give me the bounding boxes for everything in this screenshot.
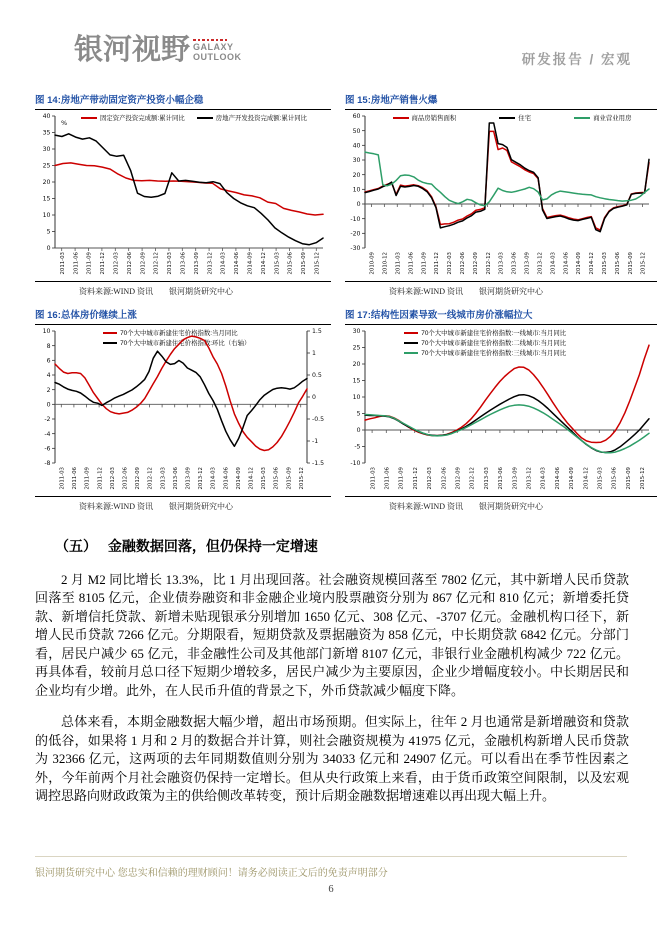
legend-label: 70个大中城市新建住宅价格指数:三线城市:当月同比 — [421, 350, 567, 357]
svg-text:2013-06: 2013-06 — [498, 467, 505, 490]
chart-fixed-asset-investment — [35, 92, 331, 297]
svg-text:2015-09: 2015-09 — [627, 252, 634, 275]
svg-text:2011-09: 2011-09 — [398, 467, 405, 490]
svg-text:2013-12: 2013-12 — [207, 252, 214, 275]
svg-text:2012-09: 2012-09 — [472, 252, 479, 275]
series-line — [55, 134, 323, 245]
svg-text:2012-12: 2012-12 — [485, 252, 492, 275]
logo-accent-dots-icon — [193, 39, 242, 42]
chart-svg — [35, 112, 331, 280]
svg-text:2012-03: 2012-03 — [447, 252, 454, 275]
svg-text:2014-09: 2014-09 — [235, 467, 242, 490]
svg-text:2014-12: 2014-12 — [248, 467, 255, 490]
svg-text:2011-03: 2011-03 — [59, 467, 66, 490]
svg-text:35: 35 — [42, 129, 51, 137]
chart-caption: 图 16:总体房价继续上涨 — [35, 307, 331, 325]
svg-text:2014-09: 2014-09 — [576, 252, 583, 275]
svg-text:10: 10 — [352, 394, 361, 402]
series-line — [365, 405, 649, 453]
svg-text:2013-09: 2013-09 — [185, 467, 192, 490]
series-line — [365, 152, 649, 206]
svg-text:0: 0 — [46, 401, 51, 409]
svg-text:30: 30 — [352, 328, 361, 336]
svg-text:2013-03: 2013-03 — [167, 252, 174, 275]
chart-svg — [345, 327, 657, 495]
svg-text:2015-12: 2015-12 — [640, 252, 647, 275]
svg-text:2015-06: 2015-06 — [614, 252, 621, 275]
svg-text:2013-06: 2013-06 — [172, 467, 179, 490]
svg-text:-10: -10 — [350, 460, 361, 468]
page-number: 6 — [328, 884, 334, 895]
logo-en-block — [193, 39, 242, 62]
svg-text:0: 0 — [356, 427, 361, 435]
svg-text:30: 30 — [42, 146, 51, 154]
svg-text:2011-03: 2011-03 — [370, 467, 377, 490]
svg-text:-30: -30 — [350, 245, 361, 253]
section-heading: （五） 金融数据回落，但仍保持一定增速 — [55, 538, 318, 554]
svg-text:-4: -4 — [44, 430, 51, 438]
svg-text:2011-12: 2011-12 — [434, 252, 441, 275]
svg-text:2012-06: 2012-06 — [122, 467, 129, 490]
svg-text:20: 20 — [42, 179, 51, 187]
legend-label: 房地产开发投资完成额:累计同比 — [215, 115, 308, 122]
svg-text:2014-12: 2014-12 — [589, 252, 596, 275]
svg-text:2011-09: 2011-09 — [84, 467, 91, 490]
svg-text:2013-03: 2013-03 — [160, 467, 167, 490]
logo-en-line2: OUTLOOK — [193, 51, 242, 62]
logo-en-line1: GALAXY — [193, 42, 234, 53]
svg-text:2014-06: 2014-06 — [563, 252, 570, 275]
svg-text:2013-12: 2013-12 — [198, 467, 205, 490]
svg-text:2012-09: 2012-09 — [140, 252, 147, 275]
body-paragraph-1: 2 月 M2 同比增长 13.3%，比 1 月出现回落。社会融资规模回落至 7802 亿元，其中新增人民币贷款回落至 8105 亿元，企业债券融资和非金融企业境内股票融资分别为 867 亿元和 810 亿元；新增委托贷款、新增信托贷款、新增未贴现银承分别增加 1650 亿元、308 亿元、-3707 亿元。金融机构口径下，新增人民币贷款 7266 亿元。分期限看，短期贷款及票据融资为 858 亿元，中长期贷款 6842 亿元。分部门看，居民户减少 65 亿元，非金融性公司及其他部门新增 8107 亿元，非银行业金融机构减少 722 亿元。再具体看，较前月总口径下短期少增较多，居民户减少为主要原因，企业少增幅度较小。中长期居民和企业均有少增。此外，在人民币升值的背景之下，外币贷款减少幅度下降。 — [35, 572, 629, 698]
svg-text:2014-03: 2014-03 — [540, 467, 547, 490]
svg-text:2012-12: 2012-12 — [147, 467, 154, 490]
svg-text:2012-09: 2012-09 — [135, 467, 142, 490]
chart-canvas — [345, 327, 657, 495]
chart-source-note: 资料来源:WIND 资讯 银河期货研究中心 — [35, 496, 331, 512]
svg-text:2013-09: 2013-09 — [193, 252, 200, 275]
legend-label: 固定资产投资完成额:累计同比 — [99, 115, 185, 122]
svg-text:50: 50 — [352, 127, 361, 135]
legend-label: 商业营业用房 — [593, 115, 632, 122]
svg-text:%: % — [61, 119, 68, 127]
series-line — [55, 351, 307, 446]
report-category-label: 研发报告 / 宏观 — [521, 52, 632, 67]
svg-text:2011-12: 2011-12 — [100, 252, 107, 275]
svg-text:2015-06: 2015-06 — [287, 252, 294, 275]
chart-caption: 图 17:结构性因素导致一线城市房价涨幅拉大 — [345, 307, 657, 325]
svg-text:2015-09: 2015-09 — [286, 467, 293, 490]
svg-text:2012-03: 2012-03 — [427, 467, 434, 490]
svg-text:2011-06: 2011-06 — [72, 467, 79, 490]
svg-text:0: 0 — [46, 245, 51, 253]
svg-text:2015-12: 2015-12 — [314, 252, 321, 275]
chart-source-note: 资料来源:WIND 资讯 银河期货研究中心 — [345, 496, 657, 512]
svg-text:2014-06: 2014-06 — [554, 467, 561, 490]
legend-label: 商品房销售面积 — [411, 115, 457, 122]
svg-text:2014-03: 2014-03 — [550, 252, 557, 275]
svg-text:2013-03: 2013-03 — [483, 467, 490, 490]
svg-text:2: 2 — [46, 386, 51, 394]
svg-text:2013-12: 2013-12 — [526, 467, 533, 490]
svg-text:2014-09: 2014-09 — [569, 467, 576, 490]
svg-text:2014-03: 2014-03 — [210, 467, 217, 490]
series-line — [365, 395, 649, 453]
svg-text:2011-06: 2011-06 — [408, 252, 415, 275]
svg-text:2014-06: 2014-06 — [223, 467, 230, 490]
series-line — [55, 163, 323, 215]
svg-text:2014-06: 2014-06 — [234, 252, 241, 275]
svg-text:2015-12: 2015-12 — [298, 467, 305, 490]
svg-text:1.5: 1.5 — [312, 328, 322, 336]
svg-text:2010-09: 2010-09 — [369, 252, 376, 275]
svg-text:0: 0 — [312, 394, 316, 402]
svg-text:2013-09: 2013-09 — [512, 467, 519, 490]
legend-label: 70个大中城市新建住宅价格指数:一线城市:当月同比 — [421, 330, 567, 337]
svg-text:25: 25 — [352, 344, 361, 352]
svg-text:2015-12: 2015-12 — [640, 467, 647, 490]
svg-text:2014-09: 2014-09 — [247, 252, 254, 275]
chart-tiered-city-house-price — [345, 307, 657, 512]
svg-text:1: 1 — [312, 350, 316, 358]
svg-text:2011-12: 2011-12 — [97, 467, 104, 490]
svg-text:-5: -5 — [354, 443, 361, 451]
chart-property-sales — [345, 92, 657, 297]
chart-canvas — [35, 327, 331, 495]
svg-text:10: 10 — [42, 328, 51, 336]
svg-text:4: 4 — [46, 372, 51, 380]
svg-text:0.5: 0.5 — [312, 372, 322, 380]
svg-text:2012-06: 2012-06 — [126, 252, 133, 275]
svg-text:-1: -1 — [312, 438, 319, 446]
svg-text:0: 0 — [356, 201, 361, 209]
chart-source-note: 资料来源:WIND 资讯 银河期货研究中心 — [345, 281, 657, 297]
svg-text:5: 5 — [46, 228, 51, 236]
chart-canvas — [345, 112, 657, 280]
legend-label: 70个大中城市新建住宅价格指数:当月同比 — [120, 330, 238, 337]
svg-text:2012-06: 2012-06 — [441, 467, 448, 490]
svg-text:15: 15 — [352, 377, 361, 385]
svg-text:-1.5: -1.5 — [312, 460, 325, 468]
legend-label: 70个大中城市新建住宅价格指数:环比（右轴） — [120, 340, 251, 347]
series-line — [55, 336, 307, 450]
svg-text:-20: -20 — [350, 230, 361, 238]
body-text-section — [35, 536, 629, 818]
chart-svg — [35, 327, 331, 495]
svg-text:2015-06: 2015-06 — [611, 467, 618, 490]
chart-source-note: 资料来源:WIND 资讯 银河期货研究中心 — [35, 281, 331, 297]
svg-text:2010-12: 2010-12 — [382, 252, 389, 275]
svg-text:2012-06: 2012-06 — [460, 252, 467, 275]
chart-canvas — [35, 112, 331, 280]
svg-text:15: 15 — [42, 195, 51, 203]
svg-text:10: 10 — [42, 212, 51, 220]
svg-text:30: 30 — [352, 157, 361, 165]
svg-text:2015-03: 2015-03 — [597, 467, 604, 490]
svg-text:-8: -8 — [44, 460, 51, 468]
svg-text:60: 60 — [352, 113, 361, 121]
svg-text:2011-09: 2011-09 — [421, 252, 428, 275]
svg-text:5: 5 — [356, 410, 361, 418]
svg-text:-10: -10 — [350, 215, 361, 223]
svg-text:2011-06: 2011-06 — [73, 252, 80, 275]
legend-label: 70个大中城市新建住宅价格指数:二线城市:当月同比 — [421, 340, 567, 347]
svg-text:2011-06: 2011-06 — [384, 467, 391, 490]
svg-text:2015-06: 2015-06 — [273, 467, 280, 490]
svg-text:2015-03: 2015-03 — [261, 467, 268, 490]
svg-text:2015-03: 2015-03 — [602, 252, 609, 275]
svg-text:2014-12: 2014-12 — [583, 467, 590, 490]
svg-text:2015-03: 2015-03 — [274, 252, 281, 275]
body-paragraph-2: 总体来看，本期金融数据大幅少增，超出市场预期。但实际上，往年 2 月也通常是新增融资和贷款的低谷，如果将 1 月和 2 月的数据合并计算，则社会融资规模为 41975 亿元，金融机构新增人民币贷款为 32366 亿元，这两项的去年同期数值则分别为 34033 亿元和 24907 亿元。可以看出在季节性因素之外，今年前两个月社会融资仍保持一定增长。但从央行政策上来看，由于货币政策空间限制，以及宏观调控思路向财政政策为主的供给侧改革转变，预计后期金融数据增速难以再出现大幅上升。 — [35, 714, 629, 803]
svg-text:40: 40 — [352, 142, 361, 150]
svg-text:40: 40 — [42, 113, 51, 121]
svg-text:2011-03: 2011-03 — [59, 252, 66, 275]
svg-text:2014-03: 2014-03 — [220, 252, 227, 275]
svg-text:2012-12: 2012-12 — [469, 467, 476, 490]
svg-text:20: 20 — [352, 361, 361, 369]
svg-text:2013-06: 2013-06 — [511, 252, 518, 275]
chart-caption: 图 14:房地产带动固定资产投资小幅企稳 — [35, 92, 331, 110]
svg-text:10: 10 — [352, 186, 361, 194]
svg-text:2011-03: 2011-03 — [395, 252, 402, 275]
svg-text:8: 8 — [46, 342, 51, 350]
svg-text:2013-09: 2013-09 — [524, 252, 531, 275]
svg-text:2013-12: 2013-12 — [537, 252, 544, 275]
svg-text:-6: -6 — [44, 445, 51, 453]
legend-label: 住宅 — [518, 115, 532, 122]
svg-text:2013-06: 2013-06 — [180, 252, 187, 275]
svg-text:-2: -2 — [44, 416, 51, 424]
svg-text:2014-12: 2014-12 — [260, 252, 267, 275]
svg-text:2015-09: 2015-09 — [301, 252, 308, 275]
svg-text:20: 20 — [352, 171, 361, 179]
svg-text:25: 25 — [42, 162, 51, 170]
svg-text:2011-09: 2011-09 — [86, 252, 93, 275]
svg-text:2015-09: 2015-09 — [625, 467, 632, 490]
svg-text:2012-12: 2012-12 — [153, 252, 160, 275]
series-line — [365, 123, 649, 232]
chart-caption: 图 15:房地产销售火爆 — [345, 92, 657, 110]
chart-svg — [345, 112, 657, 280]
svg-text:2012-03: 2012-03 — [113, 252, 120, 275]
svg-text:2012-09: 2012-09 — [455, 467, 462, 490]
svg-text:2011-12: 2011-12 — [412, 467, 419, 490]
logo-cn-text: 银河视野 — [74, 34, 191, 66]
series-line — [365, 345, 649, 442]
chart-overall-house-price — [35, 307, 331, 512]
svg-text:6: 6 — [46, 357, 51, 365]
brand-logo — [74, 36, 242, 65]
svg-text:2012-03: 2012-03 — [109, 467, 116, 490]
footer-disclaimer: 银河期货研究中心 您忠实和信赖的理财顾问！请务必阅读正文后的免责声明部分 — [35, 856, 627, 879]
svg-text:2013-03: 2013-03 — [498, 252, 505, 275]
svg-text:-0.5: -0.5 — [312, 416, 325, 424]
